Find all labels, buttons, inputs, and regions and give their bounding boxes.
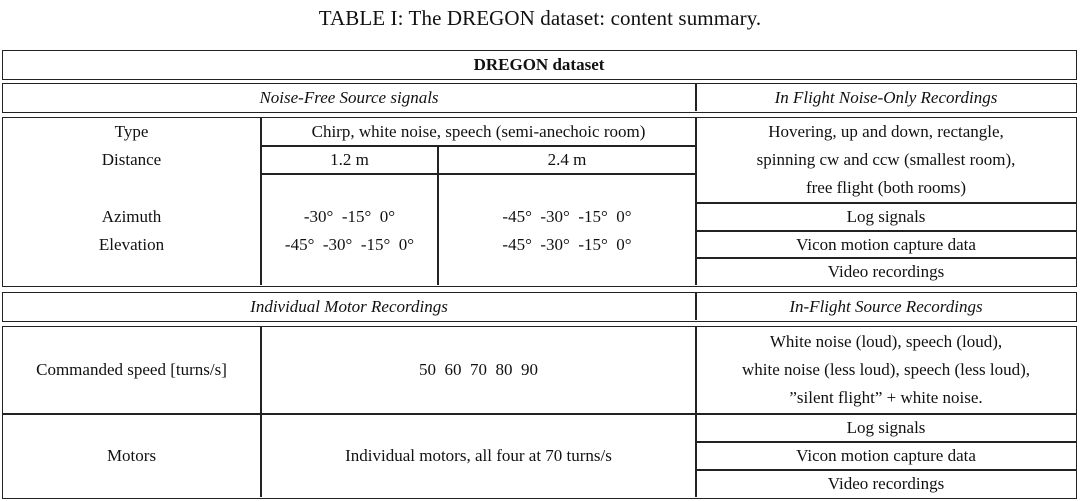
header-individual-motor: Individual Motor Recordings — [250, 296, 448, 316]
title-row — [2, 50, 1077, 80]
elevation-2: -45° -30° -15° 0° — [502, 235, 632, 254]
azimuth-2: -45° -30° -15° 0° — [502, 207, 632, 226]
motor-block — [2, 326, 1077, 499]
movement-line: free flight (both rooms) — [805, 178, 967, 197]
header-in-flight-source: In-Flight Source Recordings — [789, 296, 983, 316]
azimuth-1: -30° -15° 0° — [303, 207, 396, 226]
noise-free-block — [2, 117, 1077, 287]
vicon-data-2: Vicon motion capture data — [796, 446, 976, 465]
header-in-flight-noise: In Flight Noise-Only Recordings — [774, 87, 998, 107]
movement-line: spinning cw and ccw (smallest room), — [756, 150, 1016, 169]
azimuth-label: Azimuth — [101, 207, 162, 226]
header-row-1 — [2, 83, 1077, 113]
motors-label: Motors — [106, 446, 157, 465]
elevation-label: Elevation — [98, 235, 165, 254]
signal-line: white noise (less loud), speech (less loud), — [742, 360, 1030, 379]
speed-value: 50 60 70 80 90 — [419, 360, 538, 379]
log-signals-1: Log signals — [846, 206, 926, 226]
movement-line: Hovering, up and down, rectangle, — [768, 122, 1004, 141]
in-flight-source-signals — [697, 327, 1075, 413]
dregon-table — [2, 50, 1077, 499]
elevation-1: -45° -30° -15° 0° — [284, 235, 415, 254]
motors-value: Individual motors, all four at 70 turns/s — [345, 446, 612, 465]
signal-line: ”silent flight” + white noise. — [789, 388, 983, 407]
distance-1: 1.2 m — [330, 150, 369, 169]
table-caption: TABLE I: The DREGON dataset: content summary. — [318, 6, 762, 30]
in-flight-movements — [697, 118, 1075, 202]
distance-label: Distance — [101, 150, 162, 169]
header-row-2 — [2, 292, 1077, 322]
vicon-data-1: Vicon motion capture data — [796, 234, 976, 254]
speed-label: Commanded speed [turns/s] — [36, 360, 227, 379]
distance-2: 2.4 m — [547, 150, 587, 169]
type-value: Chirp, white noise, speech (semi-anechoic room) — [311, 122, 646, 141]
log-signals-2: Log signals — [846, 418, 926, 437]
video-recordings-2: Video recordings — [827, 474, 945, 493]
header-noise-free: Noise-Free Source signals — [259, 87, 439, 107]
signal-line: White noise (loud), speech (loud), — [769, 332, 1003, 351]
table-title: DREGON dataset — [473, 54, 605, 74]
type-label: Type — [114, 122, 149, 141]
video-recordings-1: Video recordings — [827, 261, 945, 281]
